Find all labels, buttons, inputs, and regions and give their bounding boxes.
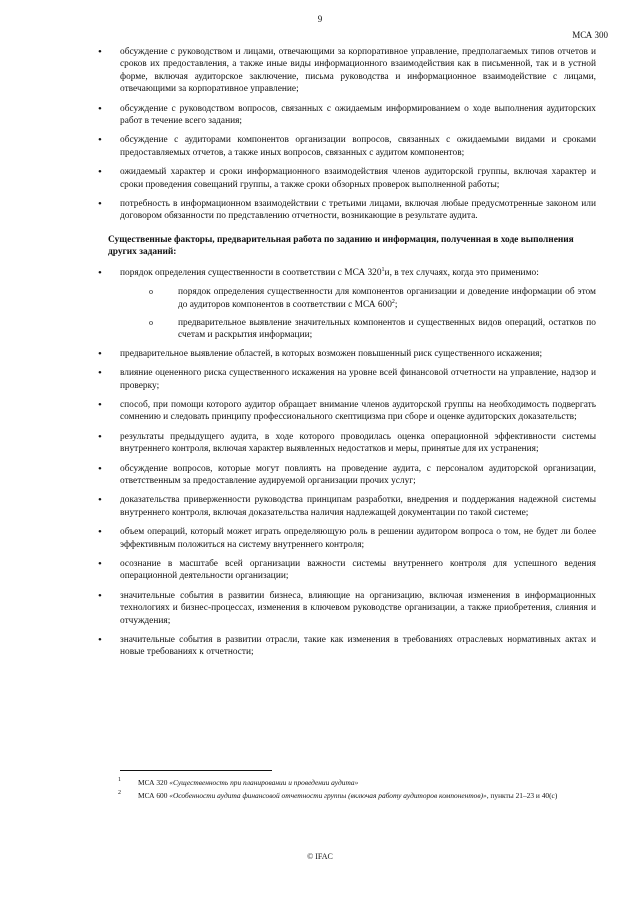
sub-list-item: o порядок определения существенности для компонентов организации и доведение информации об этом до аудиторов компонентов в соответствии с МСА $600^2$; [178, 286, 596, 311]
standard-code: МСА 300 [572, 30, 608, 40]
list-item: • предварительное выявление областей, в которых возможен повышенный риск существенного искажения; [120, 348, 596, 360]
materiality-bullet: • порядок определения существенности в соответствии с МСА $320^1и$, в тех случаях, когда это применимо: [120, 267, 596, 279]
list-item: • влияние оцененного риска существенного искажения на уровне всей финансовой отчетности на управление, надзор и проверку; [120, 367, 596, 392]
page-number: 9 [317, 14, 323, 24]
footnote: 2 МСА 600 «Особенности аудита финансовой отчетности группы (включая работу аудиторов компонентов)», пункты 21–23 и 40(c) [118, 789, 558, 800]
factor-bullets [120, 348, 596, 659]
footnotes [120, 778, 590, 803]
list-item: • значительные события в развитии бизнеса, влияющие на организацию, включая изменения в информационных технологиях и бизнес-процессах, изменения в ключевом руководстве организации, а также приобретения, слияния и отчуждения; [120, 590, 596, 627]
list-item: • осознание в масштабе всей организации важности системы внутреннего контроля для успешного ведения операционной деятельности организации; [120, 558, 596, 583]
document-body [108, 46, 596, 666]
sub-list-item: o предварительное выявление значительных компонентов и существенных видов операций, остатков по счетам и раскрытия информации; [178, 317, 596, 342]
copyright-footer: © IFAC [307, 852, 333, 861]
list-item: • обсуждение с руководством и лицами, отвечающими за корпоративное управление, предполагаемых типов отчетов и сроков их предоставления, а также иные виды информационного взаимодействия как в письменной, так и в устной форме, включая аудиторское заключение, письма руководства и информационное взаимодействие с лицами, отвечающими за корпоративное управление; [120, 46, 596, 96]
section-heading: Существенные факторы, предварительная работа по заданию и информация, полученная в ходе выполнения других заданий: [108, 234, 574, 258]
list-item: • потребность в информационном взаимодействии с третьими лицами, включая любые предусмотренные законом или договором обязанности по представлению отчетности, возникающие в результате аудита. [120, 198, 596, 223]
list-item: • значительные события в развитии отрасли, такие как изменения в требованиях отраслевых нормативных актах и новые требованиях к отчетности; [120, 634, 596, 659]
list-item: • обсуждение вопросов, которые могут повлиять на проведение аудита, с персоналом аудиторской организации, ответственным за предоставление аудируемой организации прочих услуг; [120, 463, 596, 488]
communication-bullets [120, 46, 596, 223]
list-item: • ожидаемый характер и сроки информационного взаимодействия членов аудиторской группы, включая характер и сроки проведения совещаний группы, а также сроки обзорных проверок выполненной работы; [120, 166, 596, 191]
materiality-sub-items [120, 286, 596, 342]
list-item: • доказательства приверженности руководства принципам разработки, внедрения и поддержания надежной системы внутреннего контроля, включая доказательства наличия надлежащей документации по такой системе; [120, 494, 596, 519]
footnote: 1 МСА 320 «Существенность при планировании и проведении аудита» [118, 777, 359, 787]
list-item: • объем операций, который может играть определяющую роль в решении аудитором вопроса о том, не будет ли более эффективным положиться на систему внутреннего контроля; [120, 526, 596, 551]
list-item: • обсуждение с аудиторами компонентов организации вопросов, связанных с ожидаемыми видами и сроками предоставляемых отчетов, а также иных вопросов, связанных с аудитом компонентов; [120, 134, 596, 159]
list-item: • результаты предыдущего аудита, в ходе которого проводилась оценка операционной эффективности системы внутреннего контроля, включая характер выявленных недостатков и меры, принятые для их устранения; [120, 431, 596, 456]
footnote-separator [120, 770, 272, 771]
list-item: • обсуждение с руководством вопросов, связанных с ожидаемым информированием о ходе выполнения аудиторских работ в течение всего задания; [120, 103, 596, 128]
list-item: • способ, при помощи которого аудитор обращает внимание членов аудиторской группы на необходимость подвергать сомнению и следовать принципу профессионального скептицизма при сборе и оценке аудиторских доказательств; [120, 399, 596, 424]
